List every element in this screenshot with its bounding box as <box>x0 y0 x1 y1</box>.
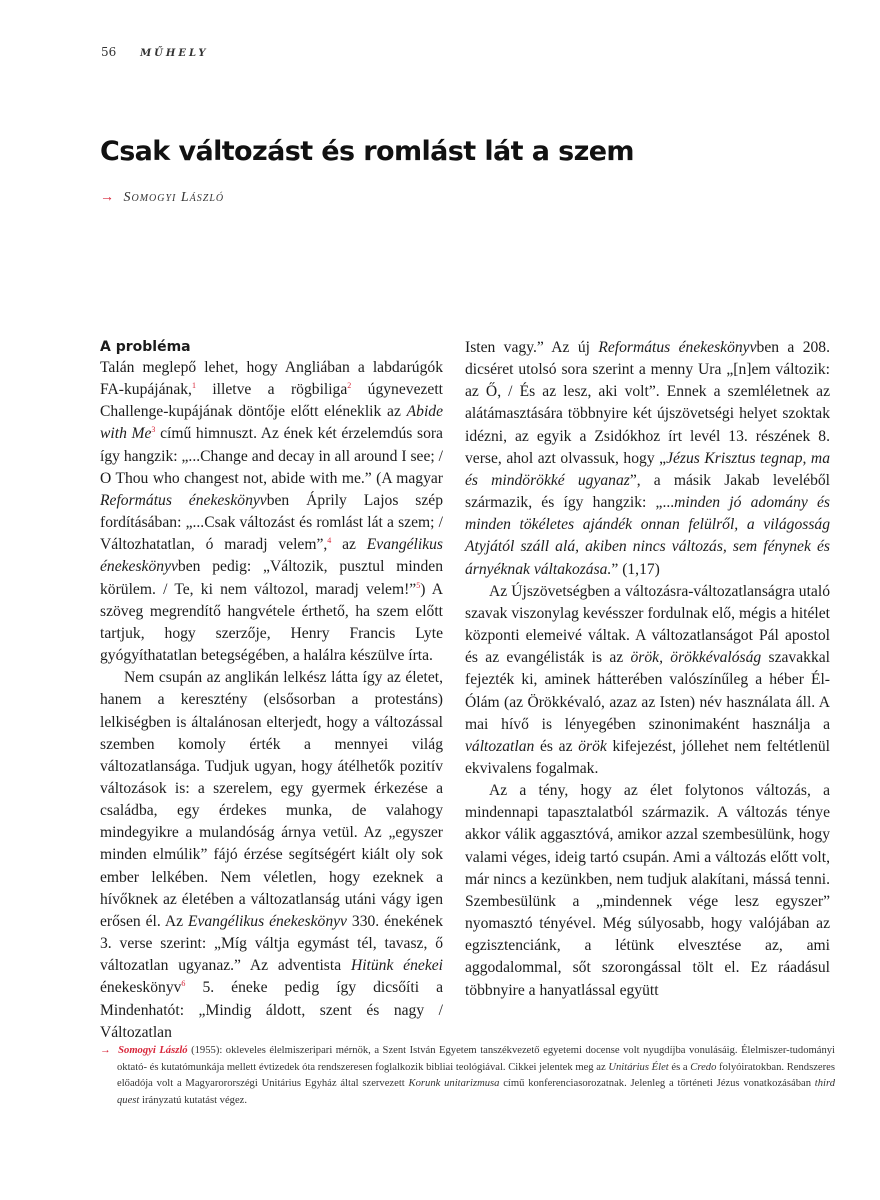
footnote-author-name: Somogyi László <box>118 1045 188 1056</box>
arrow-right-icon: → <box>100 1045 111 1056</box>
paragraph: Isten vagy.” Az új Református énekeskönyvben a 208. dicséret utolsó sora szerint a menny Ura „[n]em változik: az Ő, / És az lesz, aki volt”. Ennek a szemléletnek az alátámasztására többnyire két újszövetségi helyet szoktak idézni, az egyik a Zsidókhoz írt levél 13. részének 8. verse, ahol azt olvassuk, hogy „Jézus Krisztus tegnap, ma és mindörökké ugyanaz”, a másik Jakab leveléből származik, és így hangzik: „...minden jó adomány és minden tökéletes ajándék onnan felülről, a világosság Atyjától száll alá, akiben nincs változás, sem fénynek és árnyéknak váltakozása.” (1,17) <box>465 339 830 578</box>
footnote-ref[interactable]: 6 <box>181 979 186 989</box>
byline <box>100 190 224 206</box>
author-footnote: → Somogyi László (1955): okleveles élelmiszeripari mérnök, a Szent István Egyetem tanszékvezető egyetemi docense volt nyugdíjba vonulásáig. Élelmiszer-tudományi oktató- és kutatómunkája mellett évtizedek óta rendszeresen foglalkozik bibliai teológiával. Cikkei jelentek meg az Unitárius Élet és a Credo folyóiratokban. Rendszeres előadója volt a Magyarororszégi Unitárius Egyház által szervezett Korunk unitarizmusa című konferenciasorozatnak. Jelenleg a történeti Jézus vonatkozásában third quest irányzatú kutatást végez. <box>100 1045 836 1106</box>
left-column <box>100 337 443 1044</box>
paragraph: Nem csupán az anglikán lelkész látta így az életet, hanem a keresztény (elsősorban a protestáns) lelkiségben is általánosan elterjedt, hogy a változással szemben komoly érték a mennyei világ változatlansága. Tudjuk ugyan, hogy átélhetők pozitív változások is: a szerelem, egy gyermek érkezése a családba, egy érdekes munka, de valahogy mindegyikre a mulandóság árnya vetül. Az „egyszer minden elmúlik” fájó érzése segítségért kiált oly sok ember lelkében. Nem véletlen, hogy ezeknek a hívőknek az életében a változatlanság utáni vágy igen erősen él. Az Evangélikus énekeskönyv 330. énekének 3. verse szerint: „Míg váltja egymást tél, tavasz, ő változatlan ugyanaz.” Az adventista Hitünk énekei énekeskönyv$^6$ 5. éneke pedig így dicsőíti a Mindenhatót: „Mindig áldott, szent és nagy / Változatlan <box>100 669 443 1041</box>
footnote-ref[interactable]: 2 <box>347 380 352 390</box>
arrow-right-icon: → <box>100 190 115 205</box>
running-head <box>101 45 209 59</box>
footnote-ref[interactable]: 3 <box>151 425 156 435</box>
author-name: Somogyi László <box>123 190 225 205</box>
footnote-ref[interactable]: 4 <box>327 536 332 546</box>
footnote-ref[interactable]: 1 <box>191 380 196 390</box>
paragraph: Az Újszövetségben a változásra-változatlanságra utaló szavak viszonylag kevésszer fordulnak elő, mégis a hitélet központi elemeivé váltak. A változatlanságot Pál apostol és az evangélisták is az örök, örökkévalóság szavakkal fejezték ki, aminek hátterében valószínűleg a héber Él-Ólám (az Örökkévaló, azaz az Isten) név használata áll. A mai hívő is lényegében szinonimaként használja a változatlan és az örök kifejezést, jóllehet nem feltétlenül ekvivalens fogalmak. <box>465 582 830 777</box>
page-number: 56 <box>101 45 117 59</box>
paragraph: Az a tény, hogy az élet folytonos változás, a mindennapi tapasztalatból származik. A változás ténye akkor válik aggasztóvá, amikor azzal szembesülünk, hogy valami véges, ideig tartó csupán. Ami a változás előtt volt, már nincs a kezünkben, nem tudjuk alakítani, mássá tenni. Szembesülünk a „mindennek vége lesz egyszer” nyomasztó tényével. Még súlyosabb, hogy valójában az egzisztenciánk, a létünk elvesztése az, ami aggodalommal, sőt szorongással tölt el. Ez ráadásul többnyire a hanyatlással együtt <box>465 782 830 999</box>
footnote-ref[interactable]: 5 <box>416 580 421 590</box>
section-heading: A probléma <box>100 339 191 355</box>
article-title: Csak változást és romlást lát a szem <box>100 136 634 167</box>
right-column <box>465 337 830 1002</box>
paragraph: Talán meglepő lehet, hogy Angliában a labdarúgók FA-kupájának,$^1$ illetve a rögbiliga$^2$ úgynevezett Challenge-kupájának döntője előtt eléneklik az Abide with Me$^3$ című himnuszt. Az ének két érzelemdús sora így hangzik: „...Change and decay in all around I see; / O Thou who changest not, abide with me.” (A magyar Református énekeskönyvben Áprily Lajos szép fordításában: „...Csak változást és romlást lát a szem; / Változhatatlan, ó maradj velem”,$^4$ az Evangélikus énekeskönyvben pedig: „Változik, pusztul minden körülem. / Te, ki nem változol, maradj velem!”$^5$) A szöveg megrendítő hangvétele érthető, ha szem előtt tartjuk, hogy szerzője, Henry Francis Lyte gyógyíthatatlan betegségében, a halálra készülve írta. <box>100 359 443 665</box>
section-name: MŰHELY <box>140 48 209 59</box>
